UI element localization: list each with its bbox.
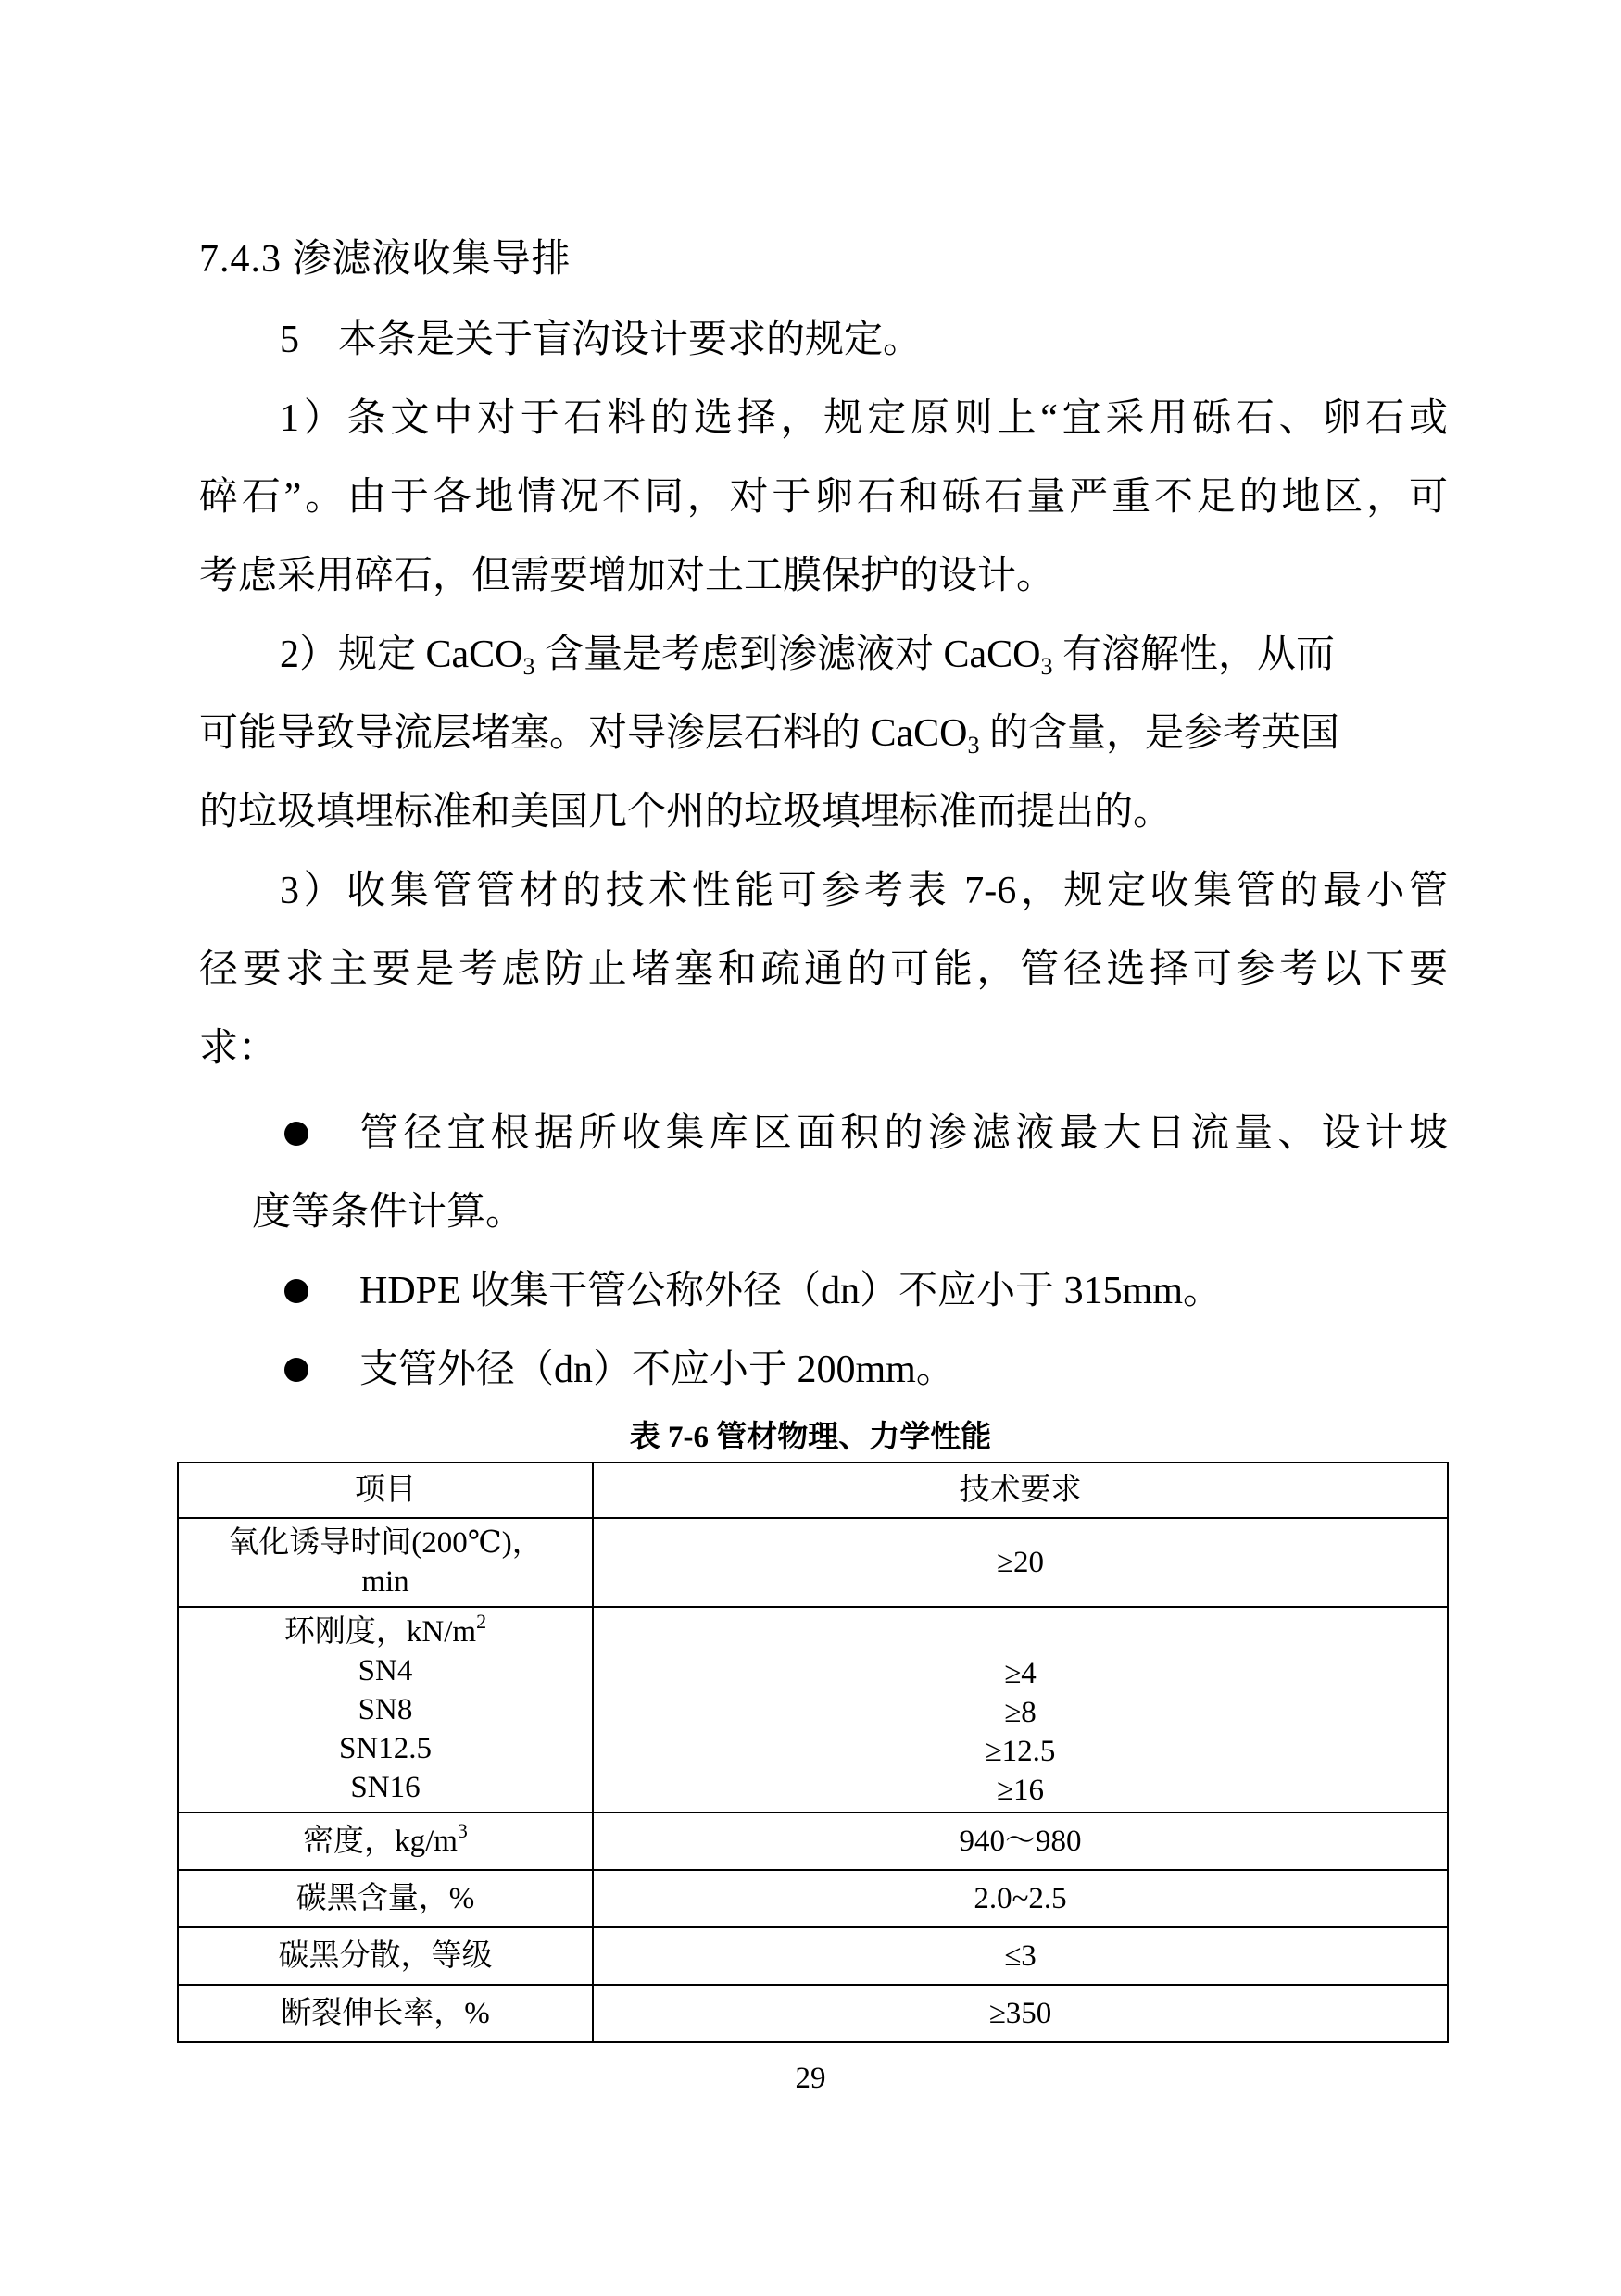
para3-line2: 径要求主要是考虑防止堵塞和疏通的可能，管径选择可参考以下要 [199, 948, 1448, 991]
bullet-1-line1: 管径宜根据所收集库区面积的渗滤液最大日流量、设计坡 [359, 1112, 1448, 1155]
table-row [178, 1518, 1448, 1607]
para1-line1: 1）条文中对于石料的选择，规定原则上“宜采用砾石、卵石或 [280, 397, 1448, 440]
table-row [178, 1607, 1448, 1813]
pipe-properties-table [177, 1462, 1449, 2043]
row-value: 940～980 [593, 1813, 1448, 1870]
row-item: 密度，$kg/m^3$ [178, 1813, 593, 1870]
header-requirement: 技术要求 [593, 1462, 1448, 1518]
row-sub-item: SN4 [358, 1654, 413, 1687]
row-item [178, 1518, 593, 1607]
row-sub-value: ≥4 [1004, 1657, 1037, 1690]
row-item: 断裂伸长率，% [178, 1985, 593, 2042]
row-item: 碳黑含量，% [178, 1870, 593, 1927]
header-item: 项目 [178, 1462, 593, 1518]
row-sub-item: SN8 [358, 1693, 413, 1726]
row-item-line: 环刚度，$kN/m^2$ [283, 1610, 487, 1649]
para3-line3: 求： [199, 1027, 278, 1070]
row-sub-value: ≥16 [996, 1774, 1045, 1807]
para2-line1: 2）规定 CaCO$_3$ 含量是考虑到渗滤液对 CaCO$_3$ 有溶解性，从而 [280, 634, 1336, 680]
row-sub-value: ≥8 [1004, 1696, 1037, 1729]
bullet-3-text: 支管外径（dn）不应小于 200mm。 [359, 1349, 955, 1391]
para2-line2: 可能导致导流层堵塞。对导渗层石料的 CaCO$_3$ 的含量，是参考英国 [199, 712, 1340, 759]
row-item [178, 1607, 593, 1813]
table-row [178, 1985, 1448, 2042]
bullet-icon [284, 1358, 308, 1382]
section-heading: 7.4.3 渗滤液收集导排 [199, 238, 572, 281]
table-caption: 表 7-6 管材物理、力学性能 [629, 1421, 992, 1454]
bullet-1-line2: 度等条件计算。 [252, 1191, 525, 1234]
row-value: ≥20 [593, 1518, 1448, 1607]
row-sub-item: SN12.5 [339, 1732, 432, 1765]
row-item-line: min [361, 1565, 409, 1599]
para2-line3: 的垃圾填埋标准和美国几个州的垃圾填埋标准而提出的。 [199, 791, 1173, 834]
item-5-text: 5 本条是关于盲沟设计要求的规定。 [280, 319, 923, 361]
row-value: ≤3 [593, 1927, 1448, 1985]
table-row [178, 1927, 1448, 1985]
row-value [593, 1607, 1448, 1813]
bullet-icon [284, 1279, 308, 1303]
row-sub-value: ≥12.5 [985, 1735, 1056, 1768]
row-value: ≥350 [593, 1985, 1448, 2042]
bullet-2-text: HDPE 收集干管公称外径（dn）不应小于 315mm。 [359, 1270, 1223, 1312]
row-item-line: 氧化诱导时间(200℃)， [228, 1526, 543, 1560]
page-number: 29 [795, 2062, 826, 2095]
para3-line1: 3）收集管管材的技术性能可参考表 7-6，规定收集管的最小管 [280, 870, 1448, 912]
para1-line2: 碎石”。由于各地情况不同，对于卵石和砾石量严重不足的地区，可 [199, 476, 1448, 519]
para1-line3: 考虑采用碎石，但需要增加对土工膜保护的设计。 [199, 555, 1056, 597]
table-row [178, 1870, 1448, 1927]
bullet-icon [284, 1122, 308, 1146]
row-item: 碳黑分散，等级 [178, 1927, 593, 1985]
table-header-row [178, 1462, 1448, 1518]
table-row [178, 1813, 1448, 1870]
row-sub-item: SN16 [350, 1771, 421, 1804]
row-value: 2.0~2.5 [593, 1870, 1448, 1927]
